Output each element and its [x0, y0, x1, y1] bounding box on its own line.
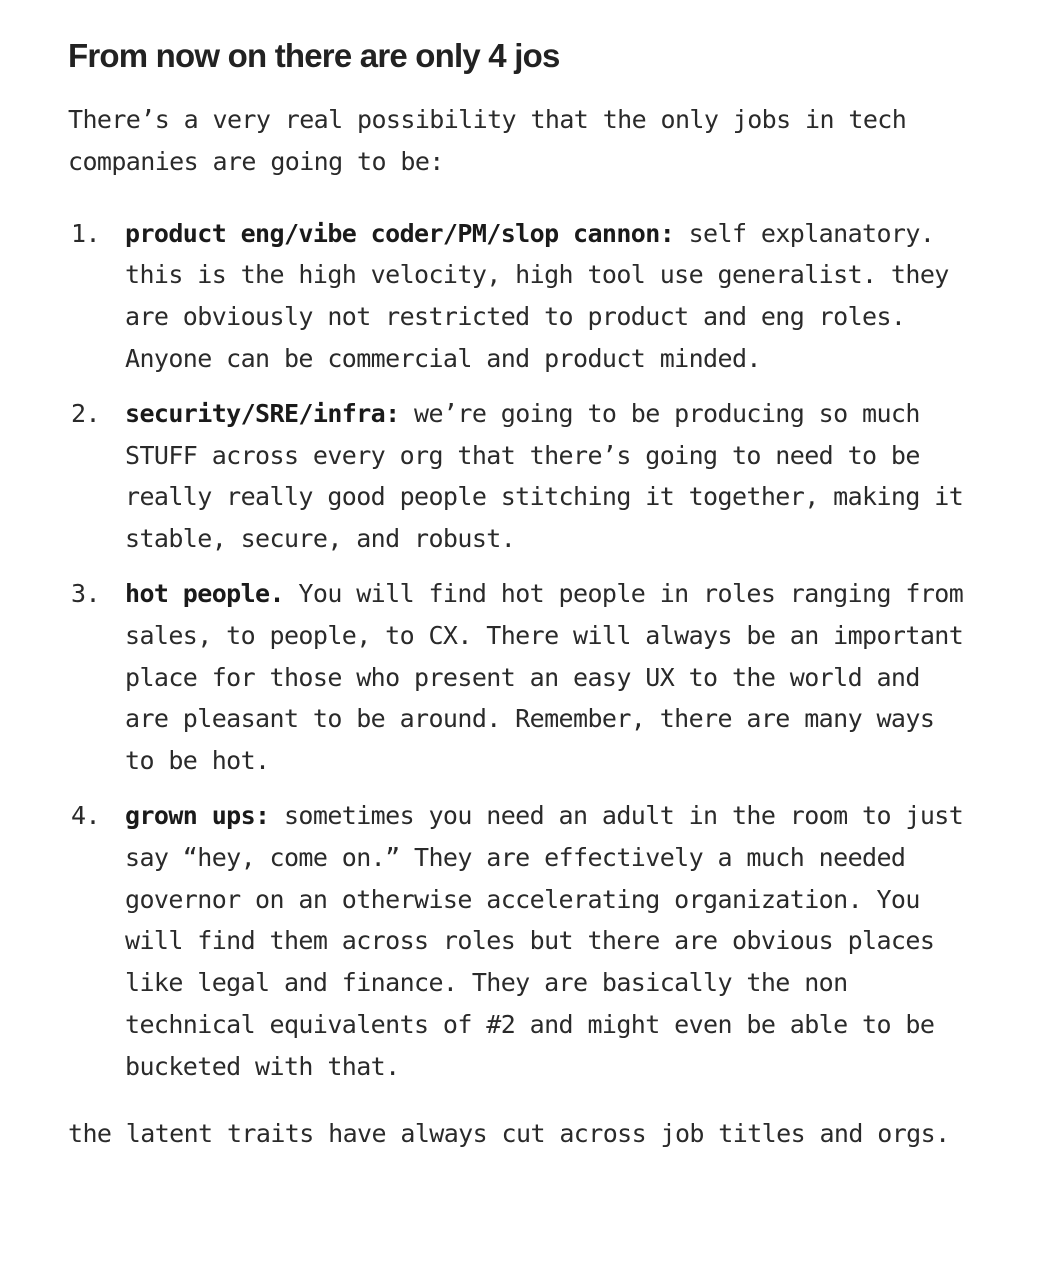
article-title: From now on there are only 4 jos: [68, 37, 560, 74]
list-item-number: 2.: [71, 398, 100, 428]
list-item-term: security/SRE/infra:: [125, 398, 400, 428]
article: [68, 36, 968, 1154]
list-item-text: sometimes you need an adult in the room to just say “hey, come on.” They are effectively a much needed governor on an otherwise accelerating organization. You will find them across roles but there are obvious places like legal and finance. They are basically the non technical equivalents of #2 and might even be able to be bucketed with that.: [125, 800, 964, 1081]
list-item-number: 4.: [71, 800, 100, 830]
list-item-text: self explanatory. this is the high velocity, high tool use generalist. they are obviously not restricted to product and eng roles. Anyone can be commercial and product minded.: [125, 218, 949, 373]
closing-paragraph: the latent traits have always cut across job titles and orgs.: [68, 1118, 950, 1148]
list-item-term: grown ups:: [125, 800, 270, 830]
list-item: [68, 213, 968, 380]
list-item: [68, 393, 968, 560]
list-item-number: 3.: [71, 578, 100, 608]
list-item-text: You will find hot people in roles ranging from sales, to people, to CX. There will always be an important place for those who present an easy UX to the world and are pleasant to be around. Remember, there are many ways to be hot.: [125, 578, 964, 776]
list-item-number: 1.: [71, 218, 100, 248]
list-item: [68, 573, 968, 782]
list-item-text: we’re going to be producing so much STUFF across every org that there’s going to need to be really really good people stitching it together, making it stable, secure, and robust.: [125, 398, 964, 554]
list-item: [68, 795, 968, 1088]
intro-paragraph: There’s a very real possibility that the only jobs in tech companies are going to be:: [68, 105, 907, 176]
list-item-term: hot people.: [125, 578, 284, 608]
jobs-list: [68, 213, 968, 1088]
list-item-term: product eng/vibe coder/PM/slop cannon:: [125, 218, 675, 248]
